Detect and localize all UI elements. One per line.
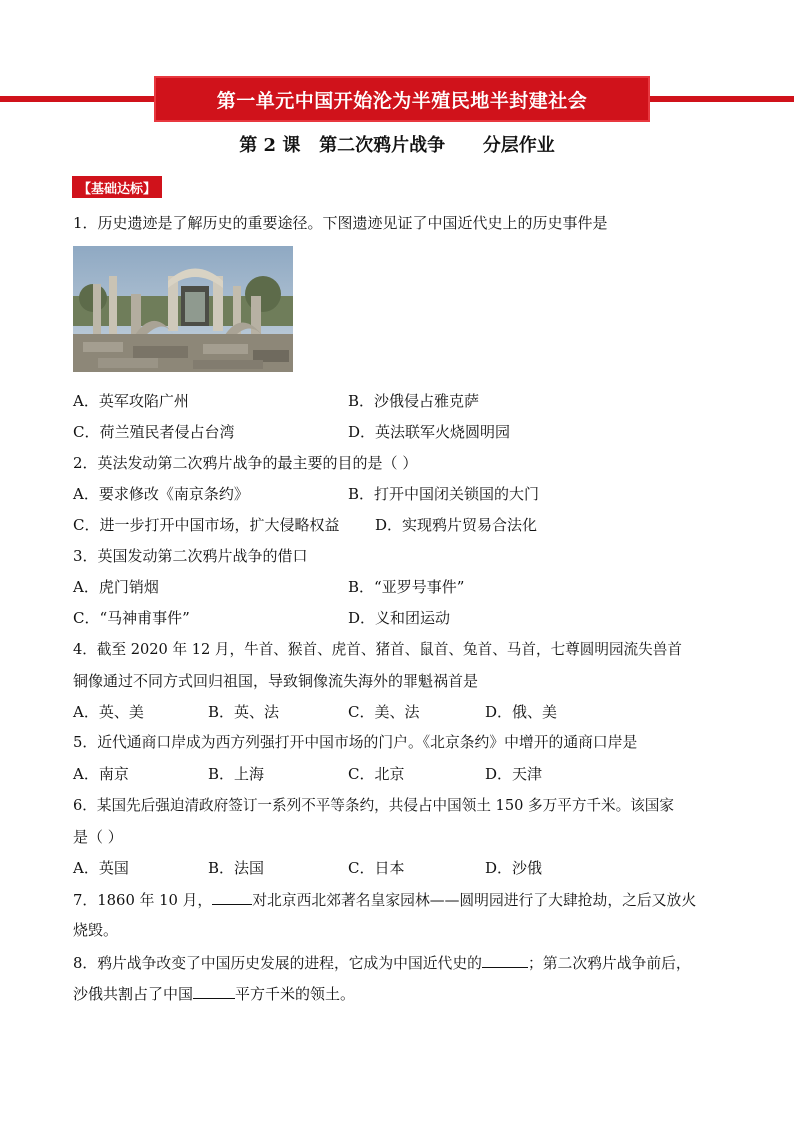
section-tag-label: 【基础达标】 <box>78 181 157 197</box>
q8-text-line2a: 沙俄共割占了中国 <box>73 985 194 1003</box>
q2-option-b: B．打开中国闭关锁国的大门 <box>348 485 540 503</box>
q4-option-b: B．英、法 <box>208 703 280 721</box>
section-tag-basic <box>72 176 162 198</box>
q7-line1 <box>73 888 696 912</box>
ruins-photo <box>73 246 293 372</box>
q5-option-c: C．北京 <box>348 765 405 783</box>
lesson-title: 第 2 课 第二次鸦片战争 分层作业 <box>239 135 555 156</box>
q7-line2: 烧毁。 <box>73 921 119 939</box>
q6-option-b: B．法国 <box>208 859 265 877</box>
q5-stem: 5．近代通商口岸成为西方列强打开中国市场的门户。《北京条约》中增开的通商口岸是 <box>73 734 638 751</box>
unit-title: 第一单元中国开始沦为半殖民地半封建社会 <box>216 89 588 112</box>
q6-option-c: C．日本 <box>348 859 405 877</box>
q3-option-d: D．义和团运动 <box>348 609 451 627</box>
q2-option-a: A．要求修改《南京条约》 <box>73 485 249 503</box>
q4-option-d: D．俄、美 <box>485 703 558 721</box>
q7-text-part2: 对北京西北郊著名皇家园林——圆明园进行了大肆抢劫，之后又放火 <box>252 892 697 909</box>
q7-text-part1: 7．1860 年 10 月， <box>73 892 213 909</box>
q3-option-b: B．“亚罗号事件” <box>348 578 465 596</box>
q1-option-b: B．沙俄侵占雅克萨 <box>348 392 480 410</box>
q2-option-c: C．进一步打开中国市场，扩大侵略权益 <box>73 516 340 534</box>
q6-stem-line2: 是（ ） <box>73 828 123 846</box>
q5-option-b: B．上海 <box>208 765 265 783</box>
q8-text-part2: ；第二次鸦片战争前后， <box>527 955 691 972</box>
q2-stem: 2．英法发动第二次鸦片战争的最主要的目的是（ ） <box>73 454 418 472</box>
q4-option-a: A．英、美 <box>73 703 144 721</box>
q8-line1 <box>73 951 691 975</box>
unit-title-banner <box>154 76 650 122</box>
q8-answer-blank-1[interactable] <box>482 951 528 968</box>
q5-option-a: A．南京 <box>73 765 129 783</box>
q8-text-part1: 8．鸦片战争改变了中国历史发展的进程，它成为中国近代史的 <box>73 955 482 972</box>
q6-option-d: D．沙俄 <box>485 859 543 877</box>
q1-option-d: D．英法联军火烧圆明园 <box>348 423 511 441</box>
q7-answer-blank[interactable] <box>212 888 252 905</box>
q3-stem: 3．英国发动第二次鸦片战争的借口 <box>73 547 308 565</box>
q5-option-d: D．天津 <box>485 765 543 783</box>
q2-option-d: D．实现鸦片贸易合法化 <box>375 516 538 534</box>
q6-stem-line1: 6．某国先后强迫清政府签订一系列不平等条约，共侵占中国领土 150 多万平方千米。该国家 <box>73 797 674 814</box>
q4-option-c: C．美、法 <box>348 703 420 721</box>
q3-option-c: C．“马神甫事件” <box>73 609 190 627</box>
ruins-photo-graphic <box>73 246 293 372</box>
q8-line2 <box>73 982 355 1005</box>
q8-answer-blank-2[interactable] <box>193 982 235 999</box>
q1-stem: 1．历史遗迹是了解历史的重要途径。下图遗迹见证了中国近代史上的历史事件是 <box>73 214 608 232</box>
q4-stem-line2: 铜像通过不同方式回归祖国，导致铜像流失海外的罪魁祸首是 <box>73 672 479 690</box>
q1-option-a: A．英军攻陷广州 <box>73 392 189 410</box>
q6-option-a: A．英国 <box>73 859 129 877</box>
q3-option-a: A．虎门销烟 <box>73 578 159 596</box>
q4-stem-line1: 4．截至 2020 年 12 月，牛首、猴首、虎首、猪首、鼠首、兔首、马首，七尊圆明园流失兽首 <box>73 641 682 658</box>
q1-option-c: C．荷兰殖民者侵占台湾 <box>73 423 235 441</box>
q8-text-line2b: 平方千米的领土。 <box>235 985 356 1003</box>
